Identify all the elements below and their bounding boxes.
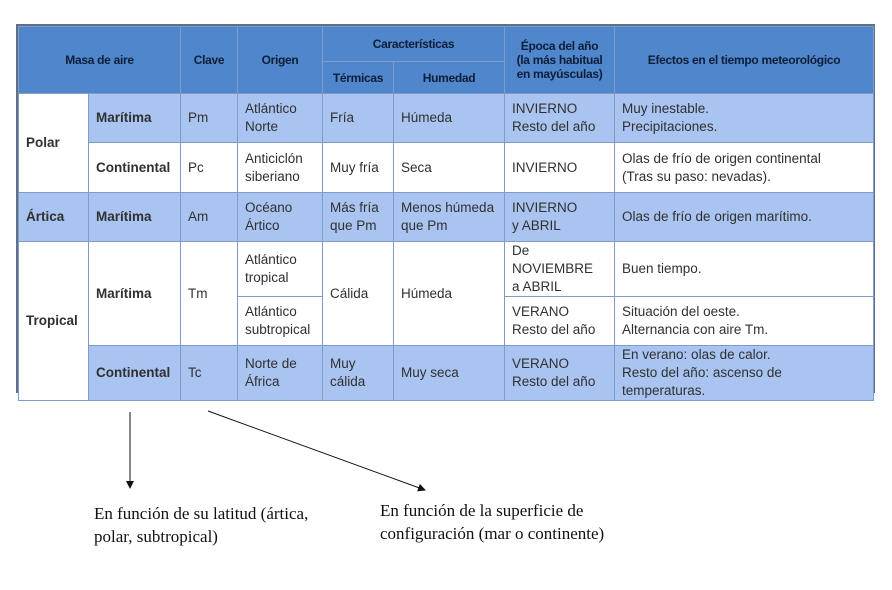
origen-cell: Atlántico tropical <box>238 242 323 297</box>
epoca-cell: INVIERNO <box>505 143 615 193</box>
clave-cell: Pm <box>181 94 238 143</box>
termica-cell: Muy fría <box>323 143 394 193</box>
humedad-cell: Húmeda <box>394 242 505 346</box>
efectos-cell: Muy inestable. Precipitaciones. <box>615 94 874 143</box>
clave-cell: Pc <box>181 143 238 193</box>
group-polar: Polar <box>19 94 89 193</box>
termica-cell: Fría <box>323 94 394 143</box>
header-clave: Clave <box>181 27 238 94</box>
subgroup-label: Marítima <box>89 94 181 143</box>
efectos-cell: En verano: olas de calor. Resto del año: ascenso de temperaturas. <box>615 346 874 401</box>
subgroup-label: Marítima <box>89 193 181 242</box>
header-humedad: Humedad <box>394 62 505 94</box>
clave-cell: Tc <box>181 346 238 401</box>
subgroup-label: Marítima <box>89 242 181 346</box>
efectos-cell: Situación del oeste. Alternancia con aire Tm. <box>615 297 874 346</box>
clave-cell: Am <box>181 193 238 242</box>
origen-cell: Norte de África <box>238 346 323 401</box>
header-termicas: Térmicas <box>323 62 394 94</box>
subgroup-label: Continental <box>89 143 181 193</box>
header-epoca: Época del año (la más habitual en mayúsculas) <box>505 27 615 94</box>
origen-cell: Anticiclón siberiano <box>238 143 323 193</box>
termica-cell: Cálida <box>323 242 394 346</box>
termica-cell: Muy cálida <box>323 346 394 401</box>
origen-cell: Océano Ártico <box>238 193 323 242</box>
humedad-cell: Muy seca <box>394 346 505 401</box>
header-caracteristicas: Características <box>323 27 505 62</box>
epoca-cell: INVIERNO Resto del año <box>505 94 615 143</box>
header-efectos: Efectos en el tiempo meteorológico <box>615 27 874 94</box>
clave-cell: Tm <box>181 242 238 346</box>
note-latitud: En función de su latitud (ártica, polar, subtropical) <box>94 504 309 546</box>
epoca-cell: De NOVIEMBRE a ABRIL <box>505 242 615 297</box>
subgroup-label: Continental <box>89 346 181 401</box>
header-masa-de-aire: Masa de aire <box>19 27 181 94</box>
humedad-cell: Menos húmeda que Pm <box>394 193 505 242</box>
epoca-cell: INVIERNO y ABRIL <box>505 193 615 242</box>
epoca-cell: VERANO Resto del año <box>505 297 615 346</box>
group-artica: Ártica <box>19 193 89 242</box>
efectos-cell: Buen tiempo. <box>615 242 874 297</box>
termica-cell: Más fría que Pm <box>323 193 394 242</box>
group-tropical: Tropical <box>19 242 89 401</box>
efectos-cell: Olas de frío de origen continental (Tras su paso: nevadas). <box>615 143 874 193</box>
header-origen: Origen <box>238 27 323 94</box>
epoca-cell: VERANO Resto del año <box>505 346 615 401</box>
note-superficie: En función de la superficie de configuración (mar o continente) <box>380 501 605 543</box>
humedad-cell: Seca <box>394 143 505 193</box>
origen-cell: Atlántico Norte <box>238 94 323 143</box>
arrow-superficie <box>208 411 425 490</box>
humedad-cell: Húmeda <box>394 94 505 143</box>
efectos-cell: Olas de frío de origen marítimo. <box>615 193 874 242</box>
origen-cell: Atlántico subtropical <box>238 297 323 346</box>
